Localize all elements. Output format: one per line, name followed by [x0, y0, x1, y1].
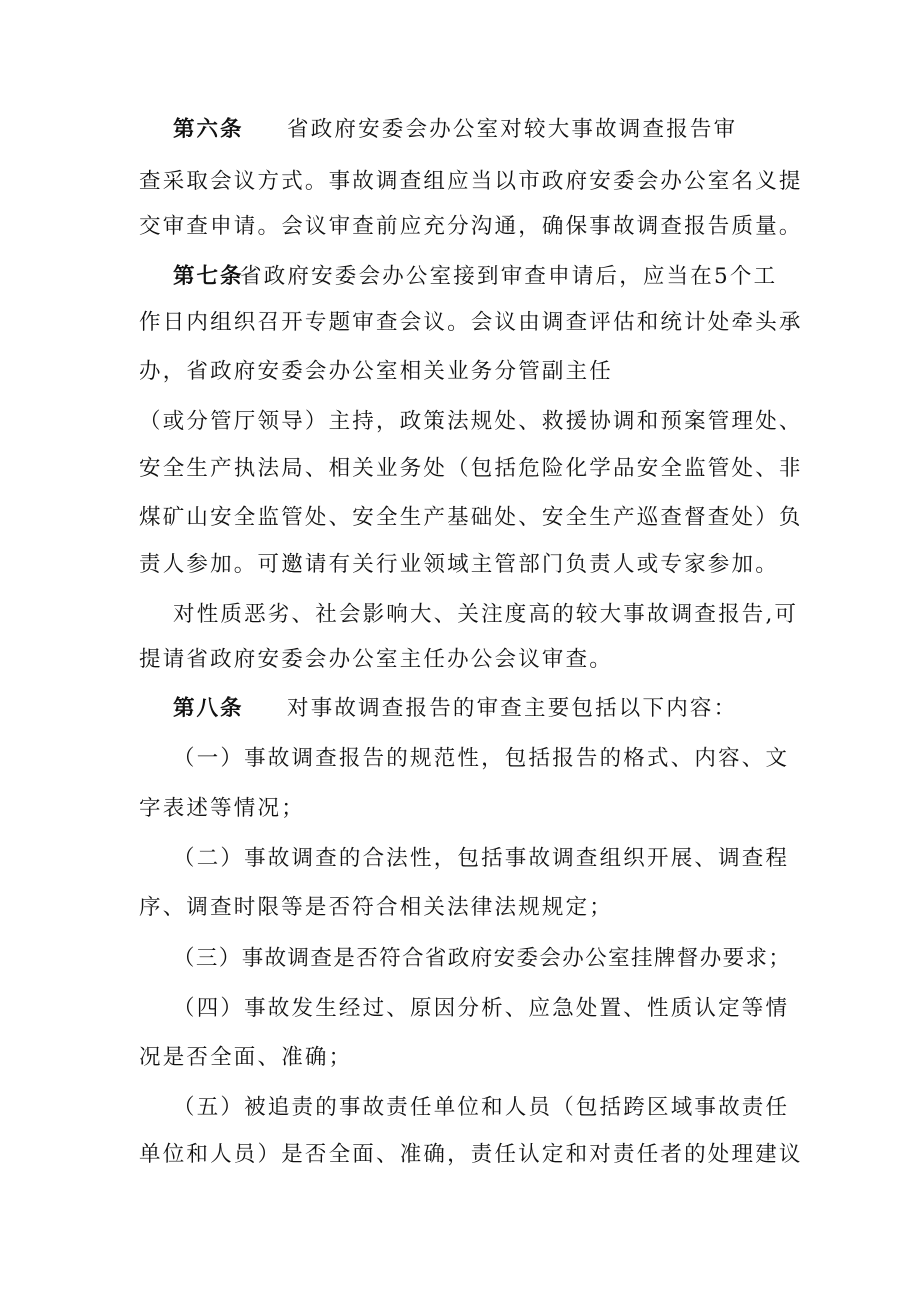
article-8-item-5-line-1: （五）被追责的事故责任单位和人员（包括跨区域事故责任	[173, 1095, 790, 1120]
article-8-item-2-line-2: 序、调查时限等是否符合相关法律法规规定；	[139, 895, 614, 920]
article-8-heading: 第八条	[173, 696, 244, 721]
article-7-line-7: 责人参加。可邀请有关行业领域主管部门负责人或专家参加。	[139, 552, 779, 577]
article-8-item-2-line-1: （二）事故调查的合法性，包括事故调查组织开展、调查程	[173, 846, 790, 871]
article-7-para2-line-1: 对性质恶劣、社会影响大、关注度高的较大事故调查报告,可	[173, 602, 799, 627]
article-8-item-5-line-2: 单位和人员）是否全面、准确，责任认定和对责任者的处理建议	[139, 1142, 803, 1167]
article-7-line-1: 省政府安委会办公室接到审查申请后，应当在5个工	[240, 264, 778, 289]
article-7-line-4: （或分管厅领导）主持，政策法规处、救援协调和预案管理处、	[139, 409, 803, 434]
article-8-item-3-line-1: （三）事故调查是否符合省政府安委会办公室挂牌督办要求；	[173, 946, 792, 971]
article-7-line-2: 作日内组织召开专题审查会议。会议由调查评估和统计处牵头承	[139, 310, 803, 335]
article-7-heading: 第七条	[173, 264, 244, 289]
article-6-line-2: 查采取会议方式。事故调查组应当以市政府安委会办公室名义提	[139, 169, 803, 194]
article-6-heading: 第六条	[173, 117, 244, 142]
article-6-line-3: 交审查申请。会议审查前应充分沟通，确保事故调查报告质量。	[139, 214, 803, 239]
article-7-line-3: 办，省政府安委会办公室相关业务分管副主任	[139, 359, 614, 384]
article-8-item-1-line-1: （一）事故调查报告的规范性，包括报告的格式、内容、文	[173, 746, 790, 771]
article-7-para2-line-2: 提请省政府安委会办公室主任办公会议审查。	[139, 647, 614, 672]
article-7-line-6: 煤矿山安全监管处、安全生产基础处、安全生产巡查督查处）负	[139, 505, 803, 530]
article-8-intro: 对事故调查报告的审查主要包括以下内容：	[287, 696, 738, 721]
article-7-line-5: 安全生产执法局、相关业务处（包括危险化学品安全监管处、非	[139, 456, 803, 481]
article-8-item-4-line-1: （四）事故发生经过、原因分析、应急处置、性质认定等情	[173, 996, 790, 1021]
article-6-line-1: 省政府安委会办公室对较大事故调查报告审	[287, 117, 738, 142]
article-8-item-1-line-2: 字表述等情况；	[139, 796, 305, 821]
article-8-item-4-line-2: 况是否全面、准确；	[139, 1045, 353, 1070]
